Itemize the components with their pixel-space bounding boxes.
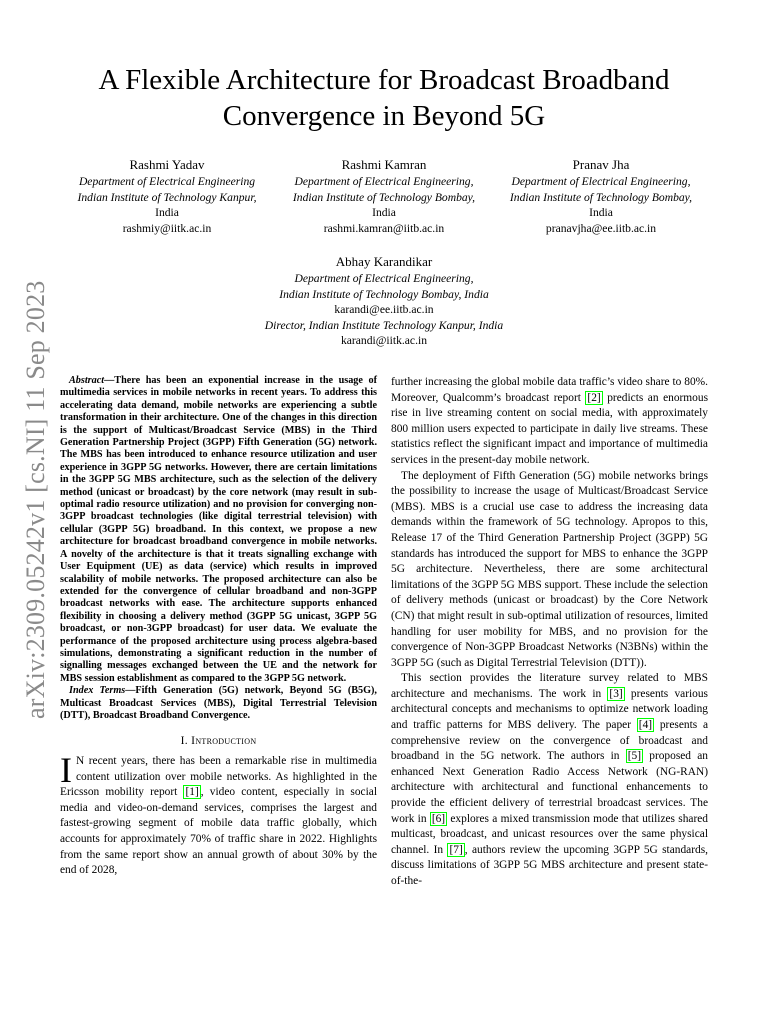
author-email[interactable]: karandi@ee.iitb.ac.in: [334, 303, 434, 317]
author-4: [184, 253, 584, 349]
body-paragraph-3: [391, 671, 708, 889]
abstract: [60, 375, 377, 685]
citation-link[interactable]: [2]: [587, 391, 601, 404]
citation-link[interactable]: [5]: [627, 750, 642, 763]
author-department: Department of Electrical Engineering,: [294, 175, 474, 188]
author-email[interactable]: rashmi.kamran@iitb.ac.in: [323, 221, 445, 235]
citation-link[interactable]: [1]: [185, 786, 199, 799]
abstract-label: Abstract: [69, 375, 105, 386]
author-email[interactable]: pranavjha@ee.iitb.ac.in: [545, 221, 657, 235]
author-institute: Indian Institute of Technology Kanpur,: [77, 190, 257, 204]
section-number: I.: [180, 734, 188, 748]
author-institute: Indian Institute of Technology Bombay,: [292, 190, 476, 204]
author-role: Director, Indian Institute Technology Kanpur, India: [264, 318, 504, 332]
body-text: presents various architectural concepts and mechanisms to optimize network loading and traffic patterns for MBS delivery. The paper: [391, 687, 708, 732]
body-text: further increasing the global mobile data traffic’s video share to 80%. Moreover, Qualcomm’s broadcast report: [391, 376, 708, 404]
author-email-secondary[interactable]: karandi@iitk.ac.in: [340, 334, 427, 348]
body-text: predicts an enormous rise in live streaming content on social media, with approximately 800 million users expected to participate in daily live streams. These statistics reflect the significant impact and importance of multimedia services in the present-day mobile network.: [391, 391, 708, 466]
body-text: This section provides the literature survey related to MBS architecture and mechanisms. The work in: [391, 672, 708, 700]
arxiv-identifier[interactable]: arXiv:2309.05242v1 [cs.NI] 11 Sep 2023: [21, 280, 50, 719]
author-department: Department of Electrical Engineering,: [511, 175, 691, 188]
body-paragraph-1: [391, 375, 708, 469]
title-line-2: Convergence in Beyond 5G: [222, 100, 546, 132]
section-title: Introduction: [191, 734, 257, 748]
author-country: India: [589, 206, 613, 220]
author-institute: Indian Institute of Technology Bombay,: [509, 190, 693, 204]
left-column: [60, 375, 377, 879]
author-department: Department of Electrical Engineering: [78, 175, 256, 188]
index-terms-label: Index Terms: [69, 685, 126, 697]
body-text: proposed an enhanced Next Generation Radio Access Network (NG-RAN) architecture with architectural and functional enhancements to provide the efficient delivery of terrestrial broadcast services. The work in: [391, 750, 708, 825]
intro-text-b: , video content, especially in social media and video-on-demand services, comprises the largest and fastest-growing segment of mobile data traffic globally, which accounts for approximately 70% of traffic share in 2022. Highlights from the same report show an annual growth of about 30% by the end of 2028,: [60, 786, 377, 877]
abstract-text: —There has been an exponential increase in the usage of multimedia services in mobile networks in recent years. To address this accelerating data demand, mobile networks are experiencing a subtle transformation in their architecture. One of the changes in this direction is the support of Multicast/Broadcast Service (MBS) in the Third Generation Partnership Project (3GPP) Fifth Generation (5G) network. The MBS has been introduced to enhance resource utilization and user experience in 3GPP 5G networks. However, there are certain limitations in the 3GPP 5G MBS architecture, such as the selection of the delivery method (unicast or broadcast) by the core network (may result in sub-optimal radio resource utilization) and no provision for converging non-3GPP broadcast technologies (like digital terrestrial television) with cellular (3GPP 5G) broadband. In this context, we propose a new architecture for broadcast broadband convergence in mobile networks. A novelty of the architecture is that it treats signalling exchange with User Equipment (UE) as data (service) which results in improved scalability of mobile networks. The proposed architecture can also be extended for the convergence of cellular broadband and non-3GPP broadcast networks with ease. The architecture supports enhanced flexibility in choosing a delivery method (3GPP 5G unicast, 3GPP 5G broadcast, or non-3GPP broadcast) for user data. We evaluate the performance of the proposed architecture using process algebra-based simulations, demonstrating a significant reduction in the number of signalling messages exchanged between the UE and the network for MBS session establishment as compared to the 3GPP 5G network.: [60, 375, 377, 684]
body-text: , authors review the upcoming 3GPP 5G standards, discuss limitations of 3GPP 5G MBS architecture and present state-of-the-: [391, 843, 708, 887]
author-row: [60, 156, 708, 236]
index-terms: [60, 685, 377, 722]
author-country: India: [372, 206, 396, 220]
citation-link[interactable]: [3]: [609, 687, 623, 700]
citation-link[interactable]: [7]: [449, 843, 463, 856]
citation-link[interactable]: [6]: [431, 812, 446, 825]
drop-cap: I: [60, 749, 72, 790]
author-3: [494, 156, 708, 236]
title-line-1: A Flexible Architecture for Broadcast Broadband: [98, 64, 670, 96]
author-1: [60, 156, 274, 236]
author-department: Department of Electrical Engineering,: [294, 272, 474, 285]
intro-text-a: N recent years, there has been a remarkable rise in multimedia content utilization over mobile networks. As highlighted in the Ericsson mobility report: [60, 754, 377, 799]
paper-title: [40, 62, 728, 134]
body-text: presents a comprehensive review on the convergence of broadcast and broadband in the 5G network. The authors in: [391, 719, 709, 763]
author-name: Pranav Jha: [572, 157, 630, 172]
intro-paragraph-1: [60, 749, 377, 879]
right-column: [391, 375, 708, 890]
author-name: Rashmi Kamran: [341, 157, 427, 172]
section-heading-introduction: [60, 733, 377, 749]
author-country: India: [155, 206, 179, 220]
body-paragraph-2: The deployment of Fifth Generation (5G) mobile networks brings the possibility to increase the usage of Multicast/Broadcast Service (MBS). MBS is a crucial use case to address the increasing data demands within the framework of 5G technology. Apropos to this, Release 17 of the Third Generation Partnership Project (3GPP) 5G standards has introduced the support for MBS to enhance the 3GPP 5G architecture. Nevertheless, there are some architectural limitations of the 3GPP 5G MBS support. These include the selection of delivery methods (unicast or broadcast) by the Core Network (CN) that might result in sub-optimal utilization of resources, limited handling for user mobility for MBS, and no provision for the convergence of Non-3GPP Broadcast Networks (N3BNs) within the 3GPP 5G (such as Digital Terrestrial Television (DTT)).: [391, 469, 708, 669]
author-email[interactable]: rashmiy@iitk.ac.in: [122, 221, 212, 235]
author-name: Abhay Karandikar: [335, 254, 433, 269]
body-text: explores a mixed transmission mode that utilizes shared multicast, broadcast, and unicast resources over the same physical channel. In: [391, 812, 708, 856]
index-terms-text: —Fifth Generation (5G) network, Beyond 5G (B5G), Multicast Broadcast Services (MBS), Digital Terrestrial Television (DTT), Broadcast Broadband Convergence.: [60, 685, 377, 721]
author-name: Rashmi Yadav: [129, 157, 205, 172]
author-institute: Indian Institute of Technology Bombay, India: [279, 287, 489, 301]
citation-link[interactable]: [4]: [638, 719, 653, 732]
author-2: [277, 156, 491, 236]
